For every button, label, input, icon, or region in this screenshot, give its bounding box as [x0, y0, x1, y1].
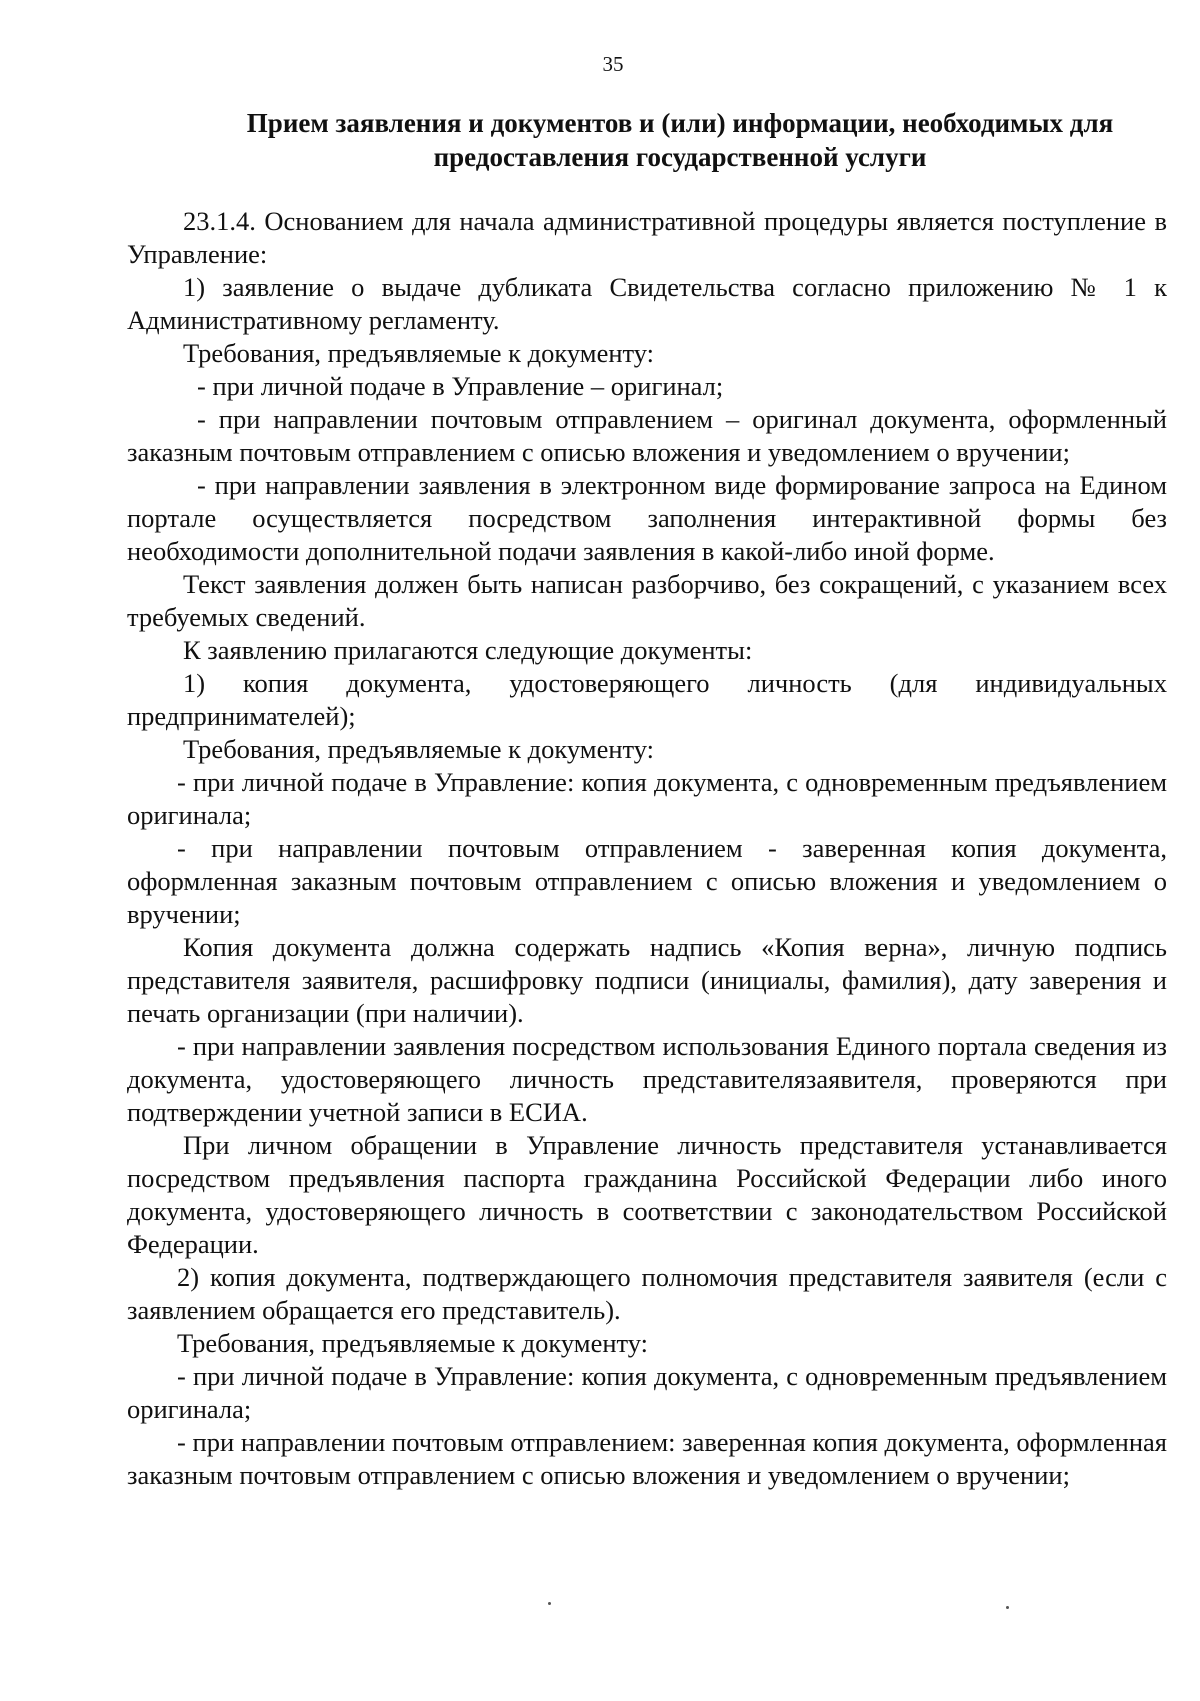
- paragraph-electronic-submission: - при направлении заявления в электронном виде формирование запроса на Едином портале осуществляется посредством заполнения интерактивной формы без необходимости дополнительной подачи заявления в какой-либо иной форме.: [127, 470, 1167, 566]
- section-title-line-1: Прием заявления и документов и (или) информации, необходимых для: [246, 108, 1114, 138]
- paragraph-personal-submission-authority: - при личной подаче в Управление: копия документа, с одновременным предъявлением оригинала;: [127, 1361, 1167, 1424]
- paragraph-requirements-heading-3: Требования, предъявляемые к документу:: [177, 1328, 649, 1358]
- document-body: [127, 205, 1167, 1492]
- paragraph-postal-submission-authority: - при направлении почтовым отправлением: заверенная копия документа, оформленная заказным почтовым отправлением с описью вложения и уведомлением о вручении;: [127, 1427, 1167, 1490]
- paragraph-item-2-authority-copy: 2) копия документа, подтверждающего полномочия представителя заявителя (если с заявлением обращается его представитель).: [127, 1262, 1167, 1325]
- paragraph-portal-submission: - при направлении заявления посредством использования Единого портала сведения из документа, удостоверяющего личность представителязаявителя, проверяются при подтверждении учетной записи в ЕСИА.: [127, 1031, 1167, 1127]
- paragraph-item-1-id-copy: 1) копия документа, удостоверяющего личность (для индивидуальных предпринимателей);: [127, 668, 1167, 731]
- paragraph-personal-submission: - при личной подаче в Управление – оригинал;: [197, 371, 724, 401]
- scan-speck: [1006, 1606, 1009, 1609]
- section-title: [200, 106, 1160, 174]
- paragraph-copy-certification: Копия документа должна содержать надпись «Копия верна», личную подпись представителя заявителя, расшифровку подписи (инициалы, фамилия), дату заверения и печать организации (при наличии).: [127, 932, 1167, 1028]
- paragraph-requirements-heading-2: Требования, предъявляемые к документу:: [183, 734, 655, 764]
- paragraph-application-text: Текст заявления должен быть написан разборчиво, без сокращений, с указанием всех требуемых сведений.: [127, 569, 1167, 632]
- paragraph-item-1-application: 1) заявление о выдаче дубликата Свидетельства согласно приложению № 1 к Административному регламенту.: [127, 272, 1167, 335]
- scan-speck: [548, 1602, 551, 1605]
- paragraph-postal-submission: - при направлении почтовым отправлением – оригинал документа, оформленный заказным почтовым отправлением с описью вложения и уведомлением о вручении;: [127, 404, 1167, 467]
- paragraph-basis: 23.1.4. Основанием для начала административной процедуры является поступление в Управление:: [127, 206, 1167, 269]
- paragraph-postal-submission-copy: - при направлении почтовым отправлением - заверенная копия документа, оформленная заказным почтовым отправлением с описью вложения и уведомлением о вручении;: [127, 833, 1167, 929]
- paragraph-personal-submission-copy: - при личной подаче в Управление: копия документа, с одновременным предъявлением оригинала;: [127, 767, 1167, 830]
- paragraph-personal-visit: При личном обращении в Управление личность представителя устанавливается посредством предъявления паспорта гражданина Российской Федерации либо иного документа, удостоверяющего личность в соответствии с законодательством Российской Федерации.: [127, 1130, 1167, 1259]
- page-number: 35: [602, 52, 624, 76]
- section-title-line-2: предоставления государственной услуги: [433, 142, 927, 172]
- paragraph-requirements-heading: Требования, предъявляемые к документу:: [183, 338, 655, 368]
- paragraph-attached-documents: К заявлению прилагаются следующие документы:: [183, 635, 753, 665]
